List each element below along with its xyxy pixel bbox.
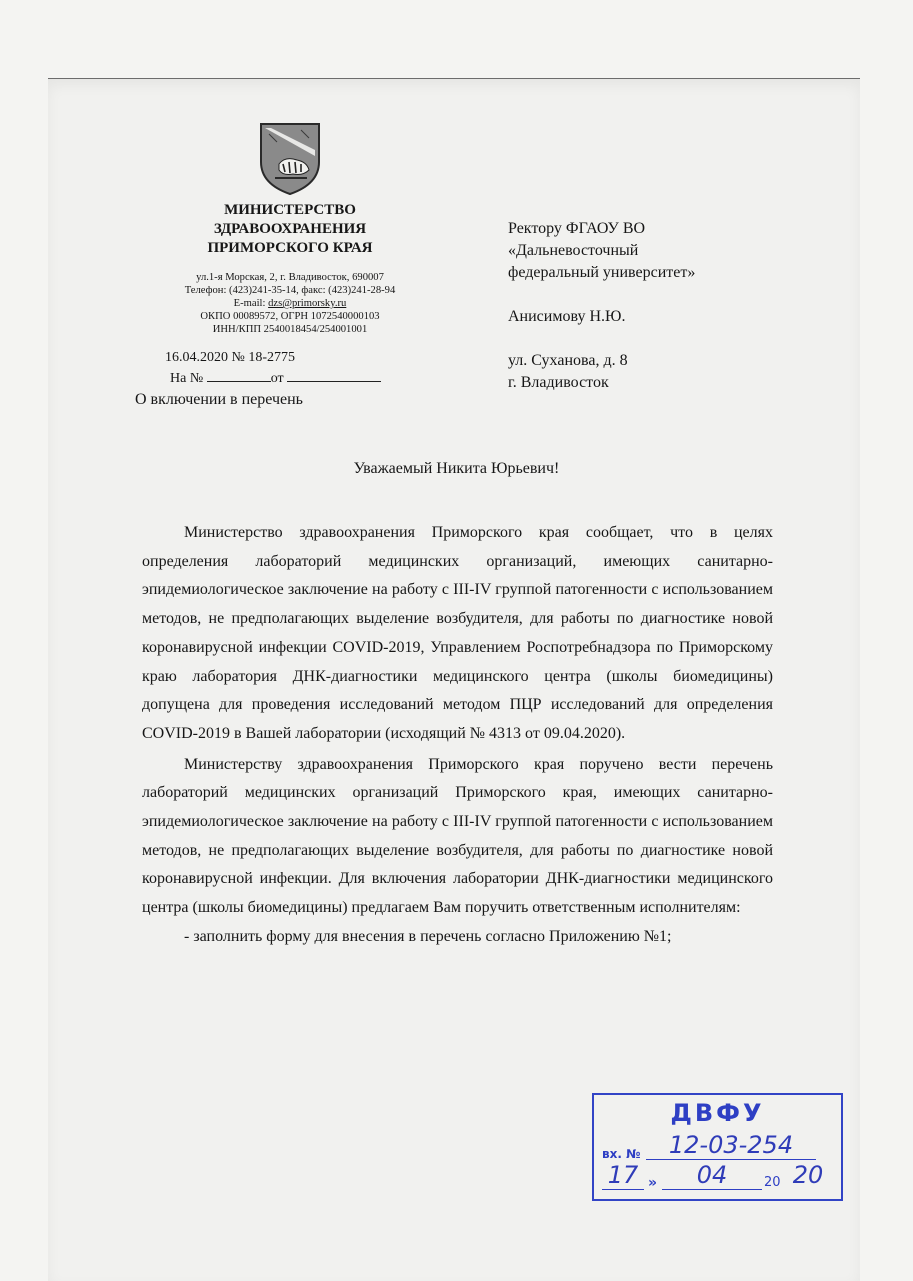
stamp-incoming-label: вх. №	[602, 1147, 641, 1161]
ministry-email-line	[150, 297, 430, 310]
reply-number-label: На №	[170, 371, 204, 386]
reply-date-label: от	[270, 371, 284, 386]
bullet-item-1: - заполнить форму для внесения в перечень согласно Приложению №1;	[184, 927, 672, 945]
addressee-name: Анисимову Н.Ю.	[508, 308, 626, 325]
addressee-street: ул. Суханова, д. 8	[508, 352, 628, 369]
reply-reference	[170, 370, 381, 387]
coat-of-arms-emblem	[257, 120, 323, 196]
ministry-title: МИНИСТЕРСТВО ЗДРАВООХРАНЕНИЯ ПРИМОРСКОГО КРАЯ	[207, 202, 373, 256]
email-label: E-mail:	[233, 298, 269, 309]
ministry-okpo-ogrn: ОКПО 00089572, ОГРН 1072540000103	[200, 311, 380, 322]
stamp-century: 20	[764, 1175, 781, 1190]
stamp-incoming-number: 12-03-254	[646, 1131, 816, 1160]
addressee-city: г. Владивосток	[508, 374, 609, 391]
paragraph-1: Министерство здравоохранения Приморского края сообщает, что в целях определения лабораторий медицинских организаций, имеющих санитарно-эпидемиологическое заключение на работу с III-IV группой патогенности с использованием методов, не предполагающих выделение возбудителя, для работы по диагностике новой коронавирусной инфекции COVID-2019, Управлением Роспотребнадзора по Приморскому краю лаборатория ДНК-диагностики медицинского центра (школы биомедицины) допущена для проведения исследований методом ПЦР исследований для определения COVID-2019 в Вашей лаборатории (исходящий № 4313 от 09.04.2020).	[142, 524, 773, 742]
ministry-inn-kpp: ИНН/КПП 2540018454/254001001	[212, 324, 368, 335]
addressee-block	[508, 218, 838, 394]
letter-body	[142, 519, 773, 952]
paragraph-2: Министерству здравоохранения Приморского края поручено вести перечень лабораторий медицинских организаций Приморского края, имеющих санитарно-эпидемиологическое заключение на работу с III-IV группой патогенности с использованием методов, не предполагающих выделение возбудителя, для работы по диагностике новой коронавирусной инфекции. Для включения лаборатории ДНК-диагностики медицинского центра (школы биомедицины) предлагаем Вам поручить ответственным исполнителям:	[142, 755, 773, 917]
stamp-year: 20	[792, 1161, 824, 1189]
ministry-phone-fax: Телефон: (423)241-35-14, факс: (423)241-28-94	[184, 285, 396, 296]
letter-subject: О включении в перечень	[135, 391, 303, 408]
registration-stamp	[592, 1093, 843, 1201]
addressee-organization-line2: федеральный университет»	[508, 264, 696, 281]
reply-number-blank	[207, 370, 271, 382]
outgoing-number: 16.04.2020 № 18-2775	[165, 350, 296, 365]
stamp-quote-mark: »	[648, 1175, 658, 1191]
reply-date-blank	[287, 370, 381, 382]
addressee-position: Ректору ФГАОУ ВО	[508, 220, 646, 237]
stamp-month: 04	[662, 1161, 762, 1190]
stamp-day: 17	[602, 1161, 644, 1190]
ministry-contacts	[150, 271, 430, 336]
ministry-address: ул.1-я Морская, 2, г. Владивосток, 690007	[196, 272, 384, 283]
addressee-organization-line1: «Дальневосточный	[508, 242, 639, 259]
salutation: Уважаемый Никита Юрьевич!	[353, 460, 560, 477]
email-link[interactable]: dzs@primorsky.ru	[268, 298, 347, 309]
stamp-organization: ДВФУ	[670, 1099, 765, 1127]
